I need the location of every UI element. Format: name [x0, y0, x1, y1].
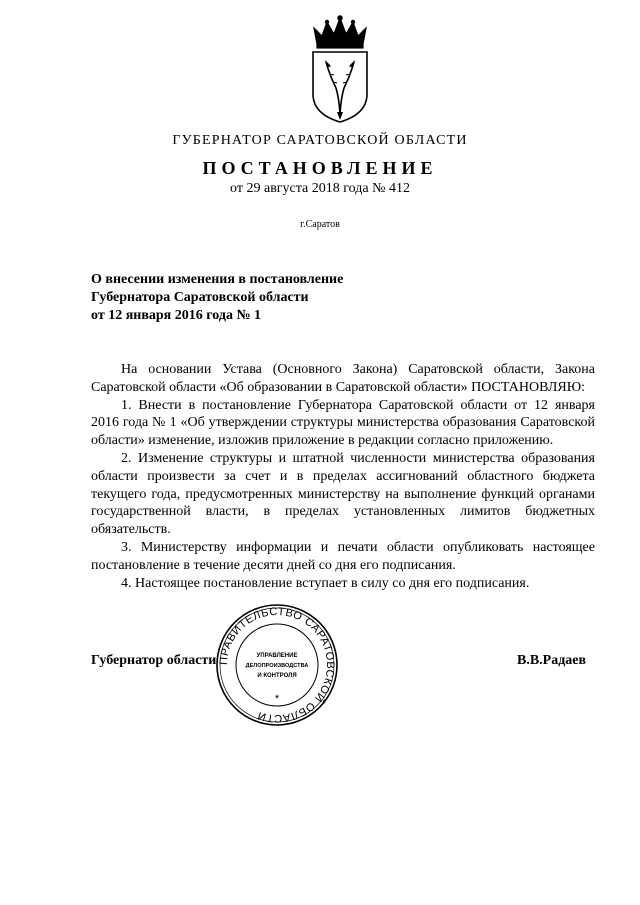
signatory-name: В.В.Радаев [517, 653, 587, 668]
seal-center-line: И КОНТРОЛЯ [257, 673, 297, 679]
signatory-position: Губернатор области [91, 653, 217, 668]
subject-line: от 12 января 2016 года № 1 [91, 308, 262, 323]
document-city: г.Саратов [300, 219, 340, 230]
clause-paragraph: 1. Внести в постановление Губернатора Саратовской области от 12 января 2016 года № 1 «Об утверждении структуры министерства образования Саратовской области» изменение, изложив приложение в редакции согласно приложению. [91, 397, 595, 449]
document-date-number: от 29 августа 2018 года № 412 [230, 181, 410, 196]
clause-paragraph: 3. Министерству информации и печати области опубликовать настоящее постановление в течение десяти дней со дня его подписания. [91, 539, 595, 573]
seal-center-line: ДЕЛОПРОИЗВОДСТВА [245, 663, 309, 669]
document-body [91, 361, 595, 592]
document-subject [91, 271, 411, 325]
subject-line: Губернатора Саратовской области [91, 290, 309, 305]
seal-center-line: УПРАВЛЕНИЕ [256, 653, 298, 659]
clause-paragraph: 2. Изменение структуры и штатной численности министерства образования области произвести за счет и в пределах ассигнований областного бюджета текущего года, предусмотренных министерству на выполнение функций органами государственной власти, в пределах установленных лимитов бюджетных обязательств. [91, 450, 595, 538]
subject-line: О внесении изменения в постановление [91, 272, 344, 287]
document-type: ПОСТАНОВЛЕНИЕ [202, 158, 438, 178]
clause-paragraph: 4. Настоящее постановление вступает в силу со дня его подписания. [121, 575, 530, 591]
preamble-paragraph: На основании Устава (Основного Закона) Саратовской области, Закона Саратовской области «Об образовании в Саратовской области» ПОСТАНОВЛЯЮ: [91, 362, 595, 395]
issuing-authority: ГУБЕРНАТОР САРАТОВСКОЙ ОБЛАСТИ [172, 133, 468, 148]
seal-star: * [274, 693, 280, 705]
seal-ring-text: ПРАВИТЕЛЬСТВО САРАТОВСКОЙ ОБЛАСТИ [217, 605, 337, 725]
official-seal-icon [214, 602, 340, 728]
saratov-coat-of-arms-icon [303, 14, 377, 124]
